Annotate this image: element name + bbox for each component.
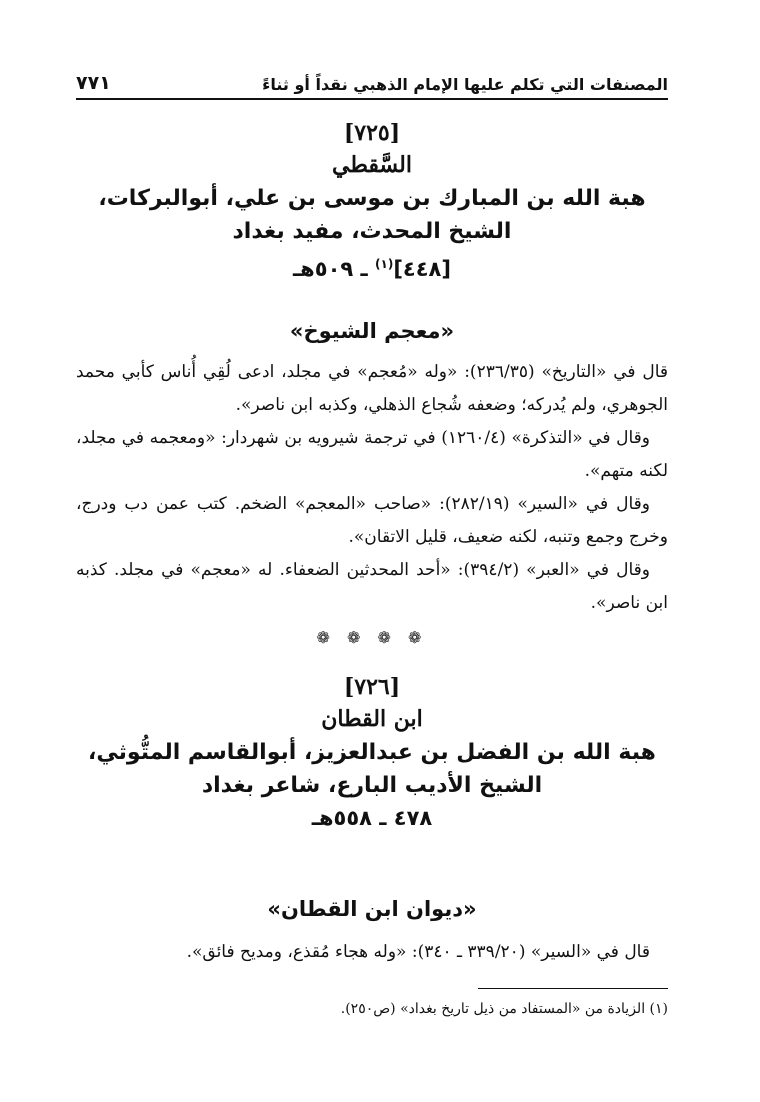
paragraph: وقال في «السير» (٢٨٢/١٩): «صاحب «المعجم» الضخم. كتب عمن دب ودرج، وخرج وجمع وتنبه، لكنه ضعيف، قليل الاتقان». bbox=[76, 494, 668, 547]
entry-name-line: الشيخ المحدث، مفيد بغداد bbox=[232, 219, 512, 244]
paragraph: وقال في «العبر» (٣٩٤/٢): «أحد المحدثين الضعفاء. له «معجم» في مجلد. كذبه ابن ناصر». bbox=[76, 560, 668, 613]
entry-nisba: السَّقطي bbox=[332, 152, 412, 178]
work-title: «معجم الشيوخ» bbox=[289, 319, 455, 343]
paragraph: وقال في «التذكرة» (١٢٦٠/٤) في ترجمة شيرويه بن شهردار: «ومعجمه في مجلد، لكنه متهم». bbox=[76, 428, 668, 481]
entry-name-line: هبة الله بن المبارك بن موسى بن علي، أبوالبركات، bbox=[98, 186, 646, 211]
dates-death: ـ ٥٠٩هـ bbox=[293, 257, 368, 281]
entry-725-heading bbox=[76, 118, 668, 285]
running-title: المصنفات التي تكلم عليها الإمام الذهبي نقداً أو ثناءً bbox=[262, 75, 668, 94]
footnote-ref: (١) bbox=[375, 257, 394, 271]
entry-726-heading bbox=[76, 672, 668, 834]
paragraph: قال في «التاريخ» (٢٣٦/٣٥): «وله «مُعجم» في مجلد، ادعى لُقِي أُناس كأبي محمد الجوهري، ولم يُدركه؛ وضعفه شُجاع الذهلي، وكذبه ابن ناصر». bbox=[76, 362, 668, 415]
dates-bracket: [٤٤٨] bbox=[393, 257, 451, 281]
entry-number: [٧٢٦] bbox=[343, 674, 401, 700]
page-number: ٧٧١ bbox=[76, 72, 111, 94]
section-separator: ❁ ❁ ❁ ❁ bbox=[316, 628, 428, 647]
footnote-rule bbox=[478, 988, 668, 989]
footnote: (١) الزيادة من «المستفاد من ذيل تاريخ بغداد» (ص٢٥٠). bbox=[340, 1001, 668, 1017]
book-page bbox=[76, 52, 668, 1072]
entry-nisba: ابن القطان bbox=[321, 706, 423, 732]
entry-name-line: الشيخ الأديب البارع، شاعر بغداد bbox=[201, 773, 543, 798]
work-title: «ديوان ابن القطان» bbox=[267, 897, 477, 921]
paragraph: قال في «السير» (٣٣٩/٢٠ ـ ٣٤٠): «وله هجاء مُقذع، ومديح فائق». bbox=[186, 942, 650, 962]
entry-number: [٧٢٥] bbox=[343, 120, 401, 146]
entry-dates bbox=[76, 248, 668, 285]
entry-dates: ٤٧٨ ـ ٥٥٨هـ bbox=[311, 806, 433, 830]
entry-name-line: هبة الله بن الفضل بن عبدالعزيز، أبوالقاسم المتُّوثي، bbox=[88, 740, 656, 765]
running-header bbox=[76, 60, 668, 100]
